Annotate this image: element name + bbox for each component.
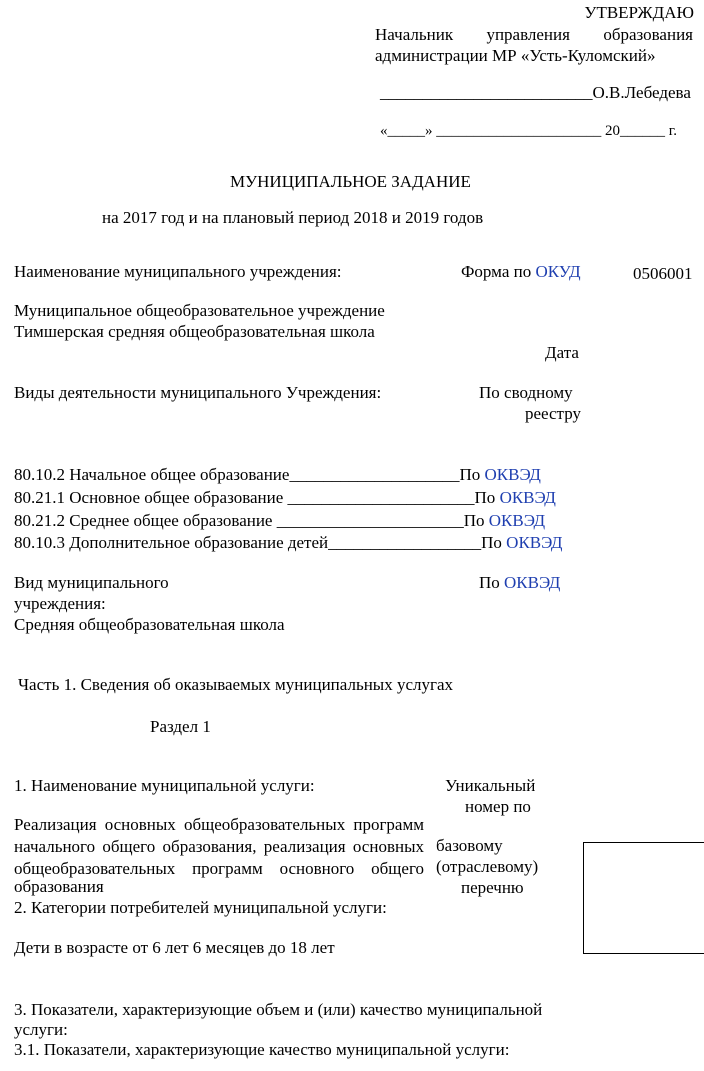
unique-number-line2: номер по: [465, 797, 531, 816]
form-okud-prefix: Форма по: [461, 262, 536, 281]
unique-number-box: [583, 842, 704, 954]
institution-name-line2: Тимшерская средняя общеобразовательная школа: [14, 322, 375, 341]
institution-label: Наименование муниципального учреждения:: [14, 262, 342, 281]
consumers-value: Дети в возрасте от 6 лет 6 месяцев до 18 лет: [14, 938, 335, 957]
unique-number-line5: перечню: [461, 878, 524, 897]
okud-link[interactable]: ОКУД: [535, 262, 581, 281]
consumers-label: 2. Категории потребителей муниципальной услуги:: [14, 898, 387, 917]
activity-item: [14, 532, 563, 554]
institution-type-line1: Вид муниципального: [14, 573, 169, 592]
unique-number-line3: базовому: [436, 836, 503, 855]
activity-code-prefix: По: [459, 465, 485, 484]
service-name-last: образования: [14, 877, 104, 896]
approval-org: администрации МР «Усть-Куломский»: [375, 46, 656, 65]
section-title: Раздел 1: [150, 717, 211, 736]
approval-title: УТВЕРЖДАЮ: [584, 3, 694, 22]
institution-type-line2: учреждения:: [14, 594, 106, 613]
activity-text: 80.21.1 Основное общее образование ______________________: [14, 488, 475, 507]
form-code: 0506001: [633, 264, 693, 283]
form-okud: [461, 261, 581, 283]
institution-name-line1: Муниципальное общеобразовательное учреждение: [14, 301, 385, 320]
okved-link[interactable]: ОКВЭД: [484, 465, 541, 484]
okved-link[interactable]: ОКВЭД: [504, 573, 561, 592]
registry-line1: По сводному: [479, 383, 573, 402]
activity-code-prefix: По: [474, 488, 500, 507]
institution-type-code-prefix: По: [479, 573, 505, 592]
registry-line2: реестру: [525, 404, 581, 423]
service-name-line: начального общего образования, реализация основных: [14, 837, 424, 856]
activity-code-prefix: По: [481, 533, 507, 552]
indicators-line1: 3. Показатели, характеризующие объем и (или) качество муниципальной: [14, 1000, 543, 1019]
activity-text: 80.10.3 Дополнительное образование детей__________________: [14, 533, 482, 552]
okved-link[interactable]: ОКВЭД: [499, 488, 556, 507]
activity-text: 80.21.2 Среднее общее образование ______________________: [14, 511, 464, 530]
service-name-label: 1. Наименование муниципальной услуги:: [14, 776, 315, 795]
document-subtitle: на 2017 год и на плановый период 2018 и 2019 годов: [102, 208, 484, 227]
service-name-line: общеобразовательных программ основного общего: [14, 859, 424, 878]
activities-label: Виды деятельности муниципального Учреждения:: [14, 383, 382, 402]
activity-code-prefix: По: [463, 511, 489, 530]
service-name-line: Реализация основных общеобразовательных программ: [14, 815, 424, 834]
document-title: МУНИЦИПАЛЬНОЕ ЗАДАНИЕ: [230, 172, 471, 191]
okved-link[interactable]: ОКВЭД: [488, 511, 546, 530]
okved-link[interactable]: ОКВЭД: [506, 533, 563, 552]
unique-number-line1: Уникальный: [445, 776, 536, 795]
approval-date-line: «_____» ______________________ 20______ г.: [380, 123, 677, 139]
quality-label: 3.1. Показатели, характеризующие качество муниципальной услуги:: [14, 1040, 510, 1059]
activity-text: 80.10.2 Начальное общее образование____________________: [14, 465, 460, 484]
activity-item: [14, 510, 545, 532]
institution-type-code: [479, 572, 560, 594]
approval-line1: Начальник управления образования: [375, 25, 693, 44]
indicators-line2: услуги:: [14, 1020, 68, 1039]
approval-signature: _________________________О.В.Лебедева: [380, 83, 691, 102]
unique-number-line4: (отраслевому): [436, 857, 539, 876]
institution-type-value: Средняя общеобразовательная школа: [14, 615, 285, 634]
date-label: Дата: [545, 343, 579, 362]
activity-item: [14, 487, 556, 509]
part1-title: Часть 1. Сведения об оказываемых муниципальных услугах: [18, 675, 454, 694]
activity-item: [14, 464, 541, 486]
